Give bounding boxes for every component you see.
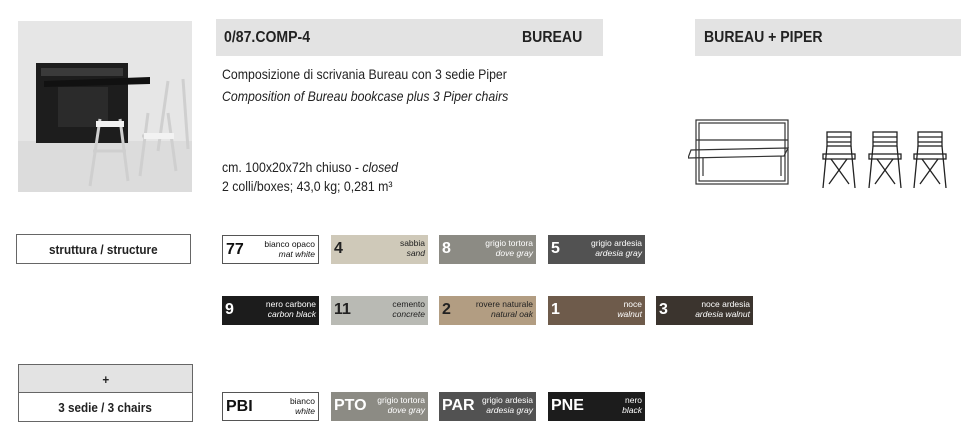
chair-finish-swatch-pto[interactable]: PTO grigio tortora dove gray — [331, 392, 428, 421]
composition-drawing — [688, 112, 958, 203]
composition-title: BUREAU + PIPER — [704, 29, 823, 46]
chair-finish-swatch-par[interactable]: PAR grigio ardesia ardesia gray — [439, 392, 536, 421]
description-english: Composition of Bureau bookcase plus 3 Piper chairs — [222, 88, 509, 104]
finish-swatch-1[interactable]: 1 noce walnut — [548, 296, 645, 325]
finish-swatch-8[interactable]: 8 grigio tortora dove gray — [439, 235, 536, 264]
finish-swatch-11[interactable]: 11 cemento concrete — [331, 296, 428, 325]
description-italian: Composizione di scrivania Bureau con 3 sedie Piper — [222, 66, 507, 82]
product-photo — [18, 21, 192, 192]
chair-finish-swatch-pbi[interactable]: PBI bianco white — [222, 392, 319, 421]
packaging-info: 2 colli/boxes; 43,0 kg; 0,281 m³ — [222, 178, 393, 194]
composition-header — [695, 19, 961, 56]
finish-swatch-9[interactable]: 9 nero carbone carbon black — [222, 296, 319, 325]
product-code: 0/87.COMP-4 — [224, 29, 311, 46]
structure-label: struttura / structure — [16, 234, 191, 264]
plus-label: + — [18, 364, 193, 394]
finish-swatch-2[interactable]: 2 rovere naturale natural oak — [439, 296, 536, 325]
finish-swatch-77[interactable]: 77 bianco opaco mat white — [222, 235, 319, 264]
finish-swatch-5[interactable]: 5 grigio ardesia ardesia gray — [548, 235, 645, 264]
dimensions: cm. 100x20x72h chiuso - closed — [222, 159, 398, 175]
product-header — [216, 19, 603, 56]
product-name: BUREAU — [522, 29, 583, 46]
chairs-label: 3 sedie / 3 chairs — [18, 392, 193, 422]
finish-swatch-4[interactable]: 4 sabbia sand — [331, 235, 428, 264]
chair-finish-swatch-pne[interactable]: PNE nero black — [548, 392, 645, 421]
finish-swatch-3[interactable]: 3 noce ardesia ardesia walnut — [656, 296, 753, 325]
